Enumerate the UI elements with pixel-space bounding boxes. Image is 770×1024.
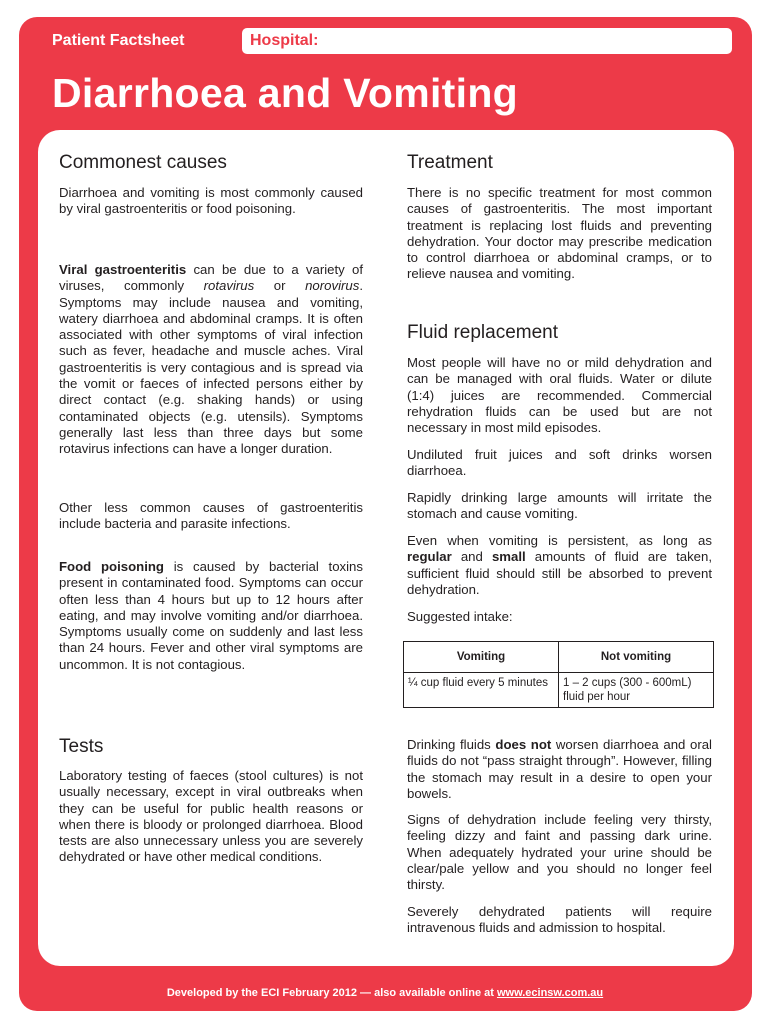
- viral-bold: Viral gastroenteritis: [59, 262, 187, 277]
- hospital-field[interactable]: [242, 28, 732, 54]
- tests-heading: Tests: [59, 736, 104, 757]
- viral-text-3: . Symptoms may include nausea and vomiting, watery diarrhoea and abdominal cramps. It is often associated with other symptoms of viral infection such as fever, headache and muscle aches. Viral gastroenteritis is very contagious and is spread via the vomit or faeces of infected persons either by direct contact (e.g. shaking hands) or using contaminated objects (e.g. utensils). Symptoms generally last less than three days but some rotavirus infections can have a longer duration.: [59, 278, 363, 457]
- causes-heading: Commonest causes: [59, 152, 227, 173]
- footer-text: Developed by the ECI February 2012 — also available online at: [166, 987, 497, 999]
- fluid-heading: Fluid replacement: [407, 322, 559, 343]
- viral-text-1: can be due to a variety of viruses, commonly: [59, 262, 363, 294]
- viral-paragraph: [59, 262, 363, 458]
- viral-text-2: or: [254, 278, 306, 294]
- fluid-p4-a: Even when vomiting is persistent, as long as: [407, 533, 712, 548]
- causes-intro: Diarrhoea and vomiting is most commonly caused by viral gastroenteritis or food poisoning.: [59, 185, 363, 217]
- fluid-p4-c: and: [451, 549, 492, 565]
- treatment-text: There is no specific treatment for most common causes of gastroenteritis. The most important treatment is replacing lost fluids and preventing dehydration. Your doctor may prescribe medication to control diarrhoea or abdominal cramps, or to relieve nausea and vomiting.: [407, 185, 712, 282]
- fluid-p1: Most people will have no or mild dehydration and can be managed with oral fluids. Water or dilute (1:4) juices are recommended. Commercial rehydration fluids can be used but are not necessary in most mild episodes.: [407, 355, 712, 436]
- fluid-p4: [407, 533, 712, 598]
- footer: [0, 987, 770, 999]
- hospital-label: Hospital:: [250, 32, 319, 49]
- treatment-heading: Treatment: [407, 152, 493, 173]
- tests-text: Laboratory testing of faeces (stool cultures) is not usually necessary, except in viral outbreaks when they can be useful for public health reasons or when there is bloody or prolonged diarrhoea. Blood tests are also unnecessary unless you are severely dehydrated or have other medical conditions.: [59, 768, 363, 865]
- regular-bold: regular: [407, 549, 452, 565]
- fluid-p3: Rapidly drinking large amounts will irritate the stomach and cause vomiting.: [407, 490, 712, 522]
- factsheet-label: Patient Factsheet: [52, 32, 185, 49]
- viral-italic-2: norovirus: [305, 278, 360, 294]
- food-text: is caused by bacterial toxins present in contaminated food. Symptoms can occur often less than 4 hours but up to 12 hours after eating, and may involve vomiting and/or diarrhoea. Symptoms usually come on suddenly and last less than 24 hours. Fever and other viral symptoms are uncommon. It is not contagious.: [59, 559, 363, 672]
- table-header-row: [404, 642, 714, 673]
- table-header: Vomiting: [404, 642, 559, 673]
- footer-link[interactable]: www.ecinsw.com.au: [496, 987, 604, 999]
- table-cell: ¼ cup fluid every 5 minutes: [404, 673, 559, 708]
- drink-a: Drinking fluids: [407, 737, 496, 752]
- food-paragraph: [59, 559, 363, 673]
- drinking-paragraph: [407, 737, 712, 802]
- table-cell: 1 – 2 cups (300 - 600mL) fluid per hour: [559, 673, 714, 708]
- intake-table: [403, 641, 714, 708]
- fluid-p2: Undiluted fruit juices and soft drinks worsen diarrhoea.: [407, 447, 712, 479]
- severe-paragraph: Severely dehydrated patients will require intravenous fluids and admission to hospital.: [407, 904, 712, 936]
- food-bold: Food poisoning: [59, 559, 164, 574]
- other-causes: Other less common causes of gastroenteritis include bacteria and parasite infections.: [59, 500, 363, 532]
- table-header: Not vomiting: [559, 642, 714, 673]
- table-row: [404, 673, 714, 708]
- small-bold: small: [491, 549, 526, 565]
- drink-c: worsen diarrhoea and oral fluids do not “pass straight through”. However, filling the stomach may result in a desire to open your bowels.: [407, 737, 712, 801]
- viral-italic-1: rotavirus: [203, 278, 255, 294]
- fluid-p4-d: amounts of fluid are taken, sufficient fluid should still be absorbed to prevent dehydration.: [407, 549, 712, 597]
- suggested-intake: Suggested intake:: [407, 609, 513, 624]
- page-title: Diarrhoea and Vomiting: [52, 70, 519, 116]
- signs-paragraph: Signs of dehydration include feeling very thirsty, feeling dizzy and faint and passing dark urine. When adequately hydrated your urine should be clear/pale yellow and you should no longer feel thirsty.: [407, 812, 712, 893]
- does-not-bold: does not: [495, 737, 552, 752]
